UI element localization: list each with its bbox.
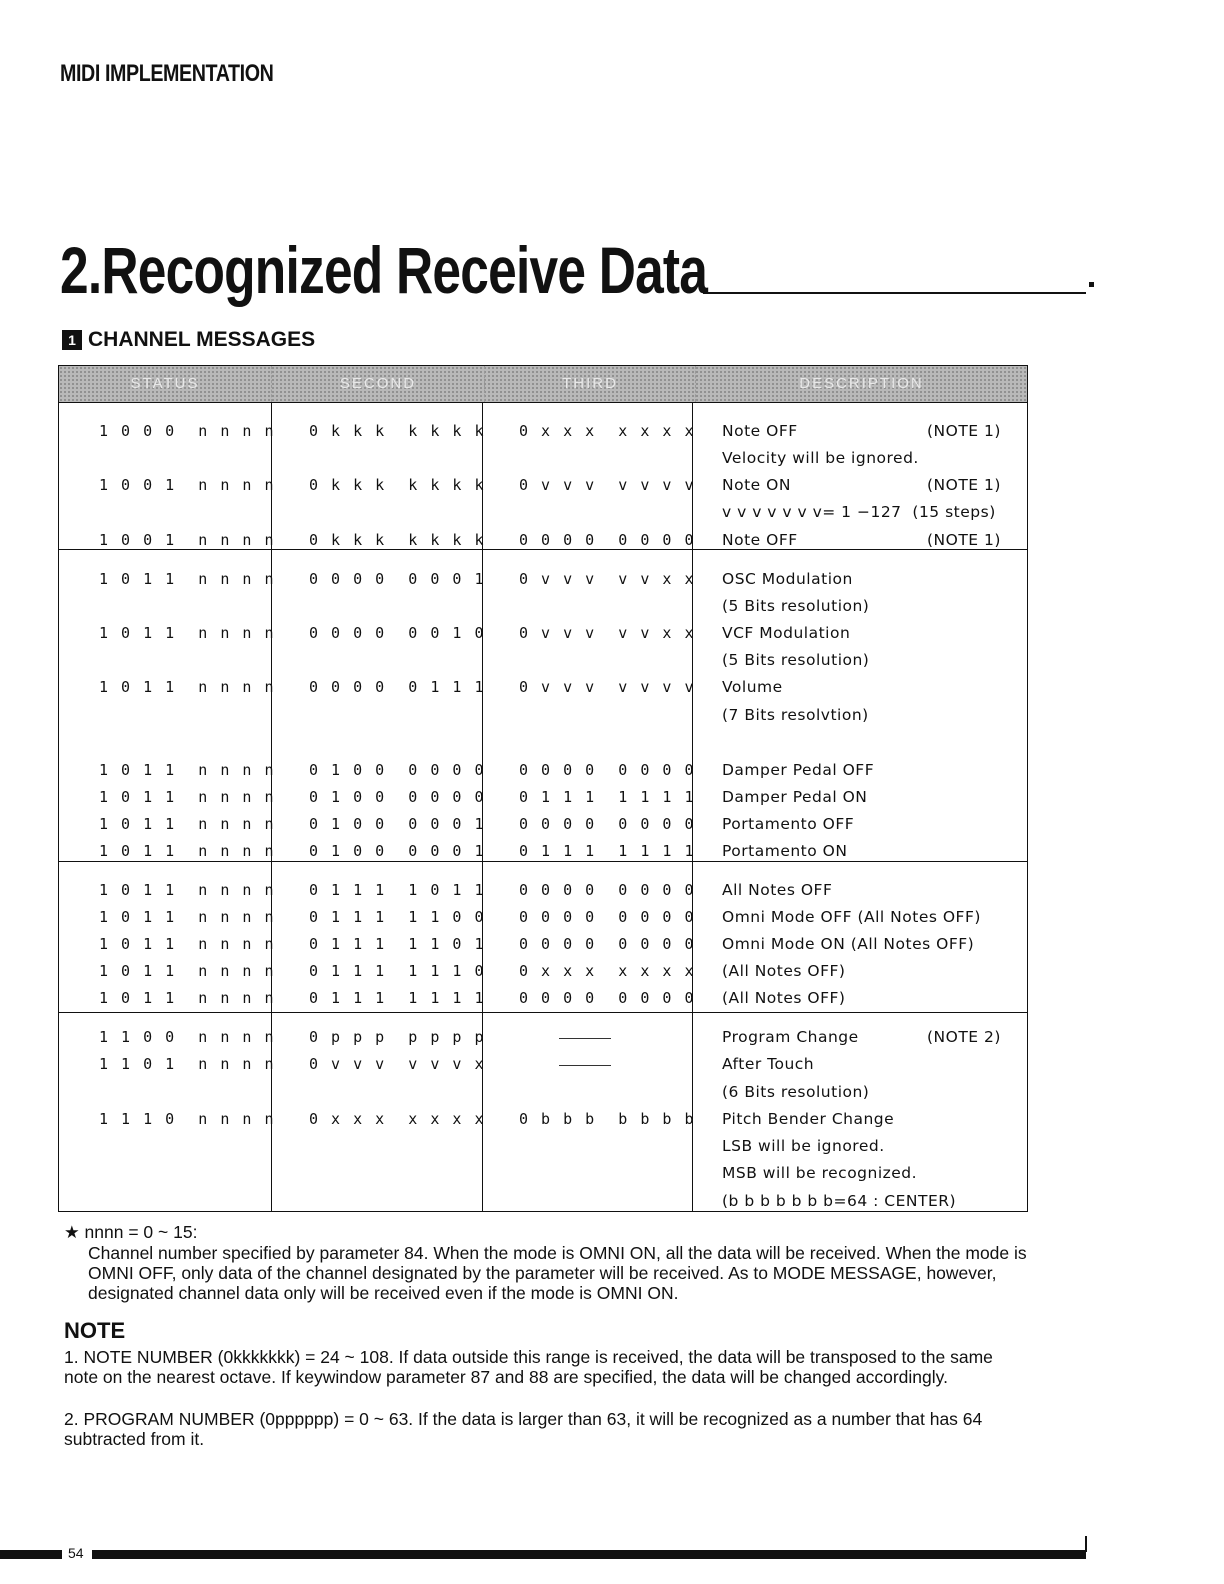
- second-cell: 0 v v v v v v x: [309, 1055, 486, 1073]
- note-2: 2. PROGRAM NUMBER (0pppppp) = 0 ~ 63. If the data is larger than 63, it will be recognized as a number that has 64 subtracted from it.: [64, 1409, 983, 1449]
- third-cell: 0 v v v v v x x: [519, 570, 696, 588]
- status-cell: 1 0 1 1 n n n n: [99, 881, 276, 899]
- status-cell: 1 0 0 1 n n n n: [99, 476, 276, 494]
- third-cell: 0 v v v v v v v: [519, 476, 696, 494]
- third-cell: 0 0 0 0 0 0 0 0: [519, 761, 696, 779]
- third-cell-dash: [559, 1038, 611, 1040]
- header-status: STATUS: [59, 366, 272, 402]
- status-cell: 1 0 1 1 n n n n: [99, 815, 276, 833]
- status-cell: 1 0 1 1 n n n n: [99, 842, 276, 860]
- header-description: DESCRIPTION: [799, 375, 924, 392]
- description-cell: (5 Bits resolution): [722, 597, 870, 615]
- second-cell: 0 k k k k k k k: [309, 476, 486, 494]
- status-cell: 1 0 1 1 n n n n: [99, 962, 276, 980]
- status-cell: 1 0 1 1 n n n n: [99, 788, 276, 806]
- page-number: 54: [68, 1545, 84, 1561]
- second-cell: 0 1 0 0 0 0 0 0: [309, 761, 486, 779]
- description-cell: VCF Modulation: [722, 624, 851, 642]
- description-cell: Program Change: [722, 1028, 859, 1046]
- description-cell: Omni Mode OFF (All Notes OFF): [722, 908, 981, 926]
- description-cell: Note OFF: [722, 531, 798, 549]
- second-cell: 0 1 1 1 1 1 0 0: [309, 908, 486, 926]
- status-cell: 1 0 1 1 n n n n: [99, 624, 276, 642]
- third-cell: 0 0 0 0 0 0 0 0: [519, 989, 696, 1007]
- channel-messages-table: [58, 365, 1028, 1212]
- third-cell: 0 0 0 0 0 0 0 0: [519, 531, 696, 549]
- note-ref: (NOTE 2): [927, 1028, 1001, 1046]
- description-cell: LSB will be ignored.: [722, 1137, 885, 1155]
- running-header: MIDI IMPLEMENTATION: [60, 60, 274, 87]
- third-cell: 0 0 0 0 0 0 0 0: [519, 908, 696, 926]
- second-cell: 0 1 1 1 1 1 1 0: [309, 962, 486, 980]
- second-cell: 0 0 0 0 0 0 1 0: [309, 624, 486, 642]
- description-cell: (b b b b b b b=64 : CENTER): [722, 1192, 957, 1210]
- section-label: CHANNEL MESSAGES: [88, 328, 316, 351]
- description-cell: (6 Bits resolution): [722, 1083, 870, 1101]
- description-cell: Velocity will be ignored.: [722, 449, 919, 467]
- note-ref: (NOTE 1): [927, 422, 1001, 440]
- description-cell: Damper Pedal ON: [722, 788, 868, 806]
- description-cell: (All Notes OFF): [722, 989, 846, 1007]
- status-cell: 1 0 1 1 n n n n: [99, 989, 276, 1007]
- second-cell: 0 0 0 0 0 0 0 1: [309, 570, 486, 588]
- third-cell: 0 0 0 0 0 0 0 0: [519, 815, 696, 833]
- row-divider: [59, 1012, 1027, 1013]
- status-cell: 1 0 0 0 n n n n: [99, 422, 276, 440]
- second-cell: 0 1 0 0 0 0 0 1: [309, 842, 486, 860]
- second-cell: 0 x x x x x x x: [309, 1110, 486, 1128]
- description-cell: Portamento ON: [722, 842, 848, 860]
- status-cell: 1 0 1 1 n n n n: [99, 678, 276, 696]
- third-cell: 0 v v v v v v v: [519, 678, 696, 696]
- footnote-body: Channel number specified by parameter 84. When the mode is OMNI ON, all the data will be received. When the mode is OMNI OFF, only data of the channel designated by the parameter will be received. As to MODE MESSAGE, however, designated channel data only will be received even if the mode is OMNI ON.: [88, 1243, 1027, 1303]
- description-cell: Volume: [722, 678, 783, 696]
- footer-bar-right: [92, 1550, 1086, 1559]
- description-cell: After Touch: [722, 1055, 815, 1073]
- description-cell: Omni Mode ON (All Notes OFF): [722, 935, 975, 953]
- third-cell-dash: [559, 1065, 611, 1067]
- third-cell: 0 v v v v v x x: [519, 624, 696, 642]
- footer-tick: [1085, 1536, 1087, 1552]
- note-1: 1. NOTE NUMBER (0kkkkkkk) = 24 ~ 108. If data outside this range is received, the data will be transposed to the same note on the nearest octave. If keywindow parameter 87 and 88 are specified, the data will be changed accordingly.: [64, 1347, 993, 1387]
- status-cell: 1 1 1 0 n n n n: [99, 1110, 276, 1128]
- description-cell: v v v v v v v= 1 −127 (15 steps): [722, 503, 996, 521]
- description-cell: Damper Pedal OFF: [722, 761, 875, 779]
- status-cell: 1 0 1 1 n n n n: [99, 761, 276, 779]
- description-cell: OSC Modulation: [722, 570, 853, 588]
- footer-bar-left: [0, 1550, 62, 1559]
- description-cell: Portamento OFF: [722, 815, 855, 833]
- third-cell: 0 1 1 1 1 1 1 1: [519, 788, 696, 806]
- row-divider: [59, 402, 1027, 403]
- note-ref: (NOTE 1): [927, 531, 1001, 549]
- row-divider: [59, 549, 1027, 550]
- status-cell: 1 0 1 1 n n n n: [99, 935, 276, 953]
- second-cell: 0 1 1 1 1 1 1 1: [309, 989, 486, 1007]
- status-cell: 1 0 1 1 n n n n: [99, 570, 276, 588]
- second-cell: 0 1 0 0 0 0 0 0: [309, 788, 486, 806]
- second-cell: 0 0 0 0 0 1 1 1: [309, 678, 486, 696]
- footnote-head: ★ nnnn = 0 ~ 15:: [64, 1222, 198, 1242]
- note-ref: (NOTE 1): [927, 476, 1001, 494]
- page-title: 2.Recognized Receive Data: [60, 233, 708, 307]
- description-cell: MSB will be recognized.: [722, 1164, 918, 1182]
- description-cell: Pitch Bender Change: [722, 1110, 895, 1128]
- notes-heading: NOTE: [64, 1318, 126, 1343]
- description-cell: Note ON: [722, 476, 791, 494]
- description-cell: (All Notes OFF): [722, 962, 846, 980]
- third-cell: 0 x x x x x x x: [519, 422, 696, 440]
- header-second: SECOND: [272, 366, 485, 402]
- third-cell: 0 b b b b b b b: [519, 1110, 696, 1128]
- header-third: THIRD: [485, 366, 696, 402]
- second-cell: 0 1 0 0 0 0 0 1: [309, 815, 486, 833]
- second-cell: 0 k k k k k k k: [309, 422, 486, 440]
- second-cell: 0 p p p p p p p: [309, 1028, 486, 1046]
- row-divider: [59, 861, 1027, 862]
- second-cell: 0 1 1 1 1 0 1 1: [309, 881, 486, 899]
- third-cell: 0 1 1 1 1 1 1 1: [519, 842, 696, 860]
- column-divider: [482, 402, 483, 1211]
- status-cell: 1 1 0 0 n n n n: [99, 1028, 276, 1046]
- description-cell: (7 Bits resolvtion): [722, 706, 869, 724]
- column-divider: [271, 402, 272, 1211]
- second-cell: 0 k k k k k k k: [309, 531, 486, 549]
- description-cell: Note OFF: [722, 422, 798, 440]
- table-header: [59, 366, 1027, 402]
- second-cell: 0 1 1 1 1 1 0 1: [309, 935, 486, 953]
- third-cell: 0 0 0 0 0 0 0 0: [519, 881, 696, 899]
- third-cell: 0 0 0 0 0 0 0 0: [519, 935, 696, 953]
- section-number-box: 1: [62, 330, 82, 350]
- title-dot: [1089, 282, 1094, 287]
- description-cell: All Notes OFF: [722, 881, 833, 899]
- description-cell: (5 Bits resolution): [722, 651, 870, 669]
- status-cell: 1 1 0 1 n n n n: [99, 1055, 276, 1073]
- third-cell: 0 x x x x x x x: [519, 962, 696, 980]
- status-cell: 1 0 0 1 n n n n: [99, 531, 276, 549]
- column-divider: [692, 402, 693, 1211]
- title-rule: [703, 292, 1086, 294]
- section-heading: [62, 328, 315, 352]
- status-cell: 1 0 1 1 n n n n: [99, 908, 276, 926]
